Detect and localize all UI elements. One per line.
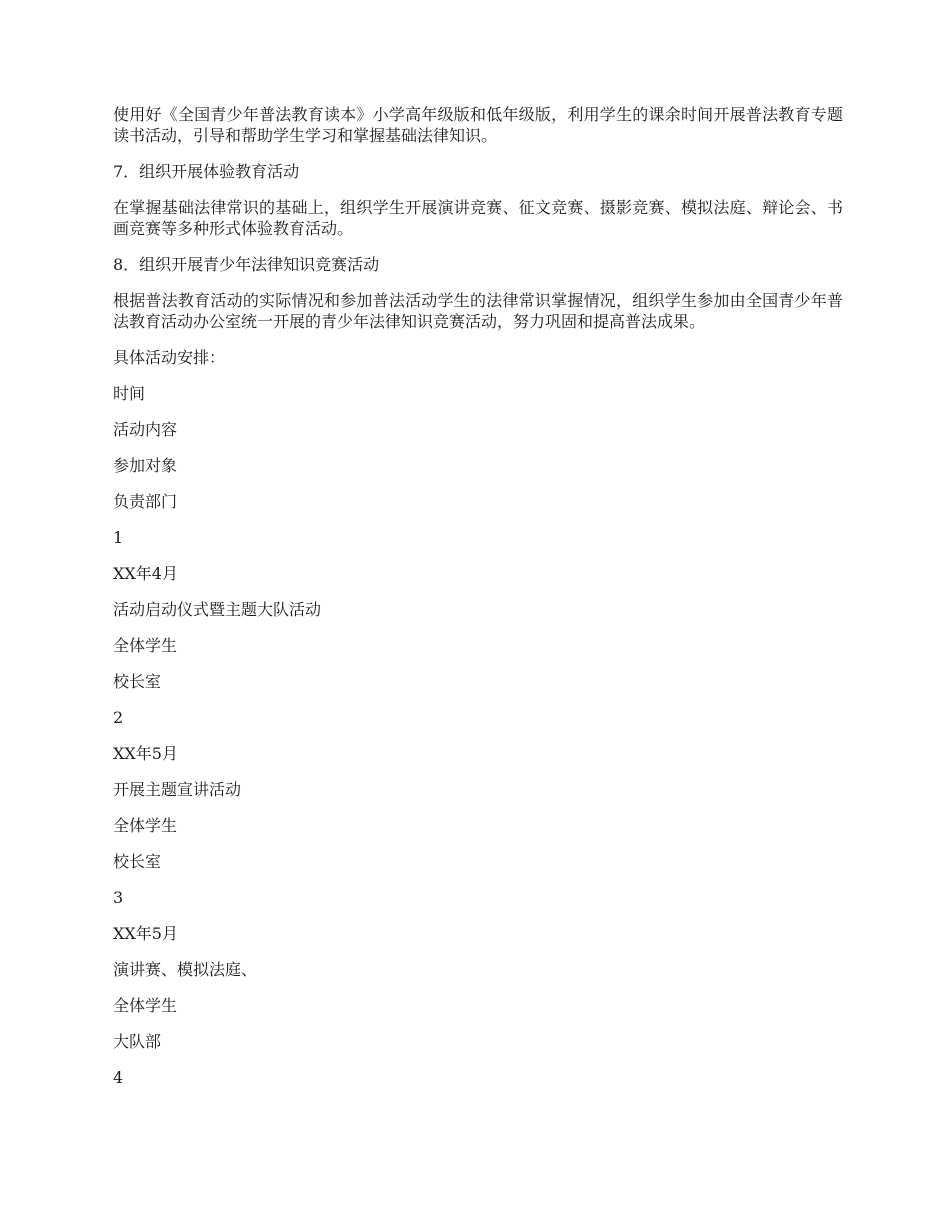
row-department: 校长室 [113, 852, 162, 871]
section-heading-8: 8．组织开展青少年法律知识竞赛活动 [113, 255, 380, 274]
table-header-participants: 参加对象 [113, 456, 178, 475]
paragraph-experience-activity: 在掌握基础法律常识的基础上，组织学生开展演讲竞赛、征文竞赛、摄影竞赛、模拟法庭、辩论会、书画竞赛等多种形式体验教育活动。 [113, 198, 843, 238]
table-row [113, 1067, 843, 1088]
row-number: 1 [113, 528, 124, 547]
row-time: XX年4月 [113, 564, 178, 583]
section-heading-7: 7．组织开展体验教育活动 [113, 162, 300, 181]
table-header-content: 活动内容 [113, 420, 178, 439]
schedule-table [113, 383, 843, 1088]
row-participants: 全体学生 [113, 996, 178, 1015]
document-page [113, 104, 843, 1103]
row-department: 大队部 [113, 1032, 162, 1051]
row-content: 开展主题宣讲活动 [113, 780, 242, 799]
table-row [113, 527, 843, 692]
row-content: 演讲赛、模拟法庭、 [113, 960, 258, 979]
schedule-intro: 具体活动安排： [113, 348, 226, 367]
row-number: 3 [113, 888, 124, 907]
row-participants: 全体学生 [113, 636, 178, 655]
paragraph-reading-activity: 使用好《全国青少年普法教育读本》小学高年级版和低年级版，利用学生的课余时间开展普法教育专题读书活动，引导和帮助学生学习和掌握基础法律知识。 [113, 105, 843, 145]
table-header-time: 时间 [113, 384, 146, 403]
paragraph-competition-activity: 根据普法教育活动的实际情况和参加普法活动学生的法律常识掌握情况，组织学生参加由全国青少年普法教育活动办公室统一开展的青少年法律知识竞赛活动，努力巩固和提高普法成果。 [113, 291, 843, 331]
table-header-department: 负责部门 [113, 492, 178, 511]
table-row [113, 707, 843, 872]
row-number: 2 [113, 708, 124, 727]
table-row [113, 887, 843, 1052]
row-time: XX年5月 [113, 744, 178, 763]
row-participants: 全体学生 [113, 816, 178, 835]
row-department: 校长室 [113, 672, 162, 691]
row-number: 4 [113, 1068, 124, 1087]
row-content: 活动启动仪式暨主题大队活动 [113, 600, 322, 619]
row-time: XX年5月 [113, 924, 178, 943]
